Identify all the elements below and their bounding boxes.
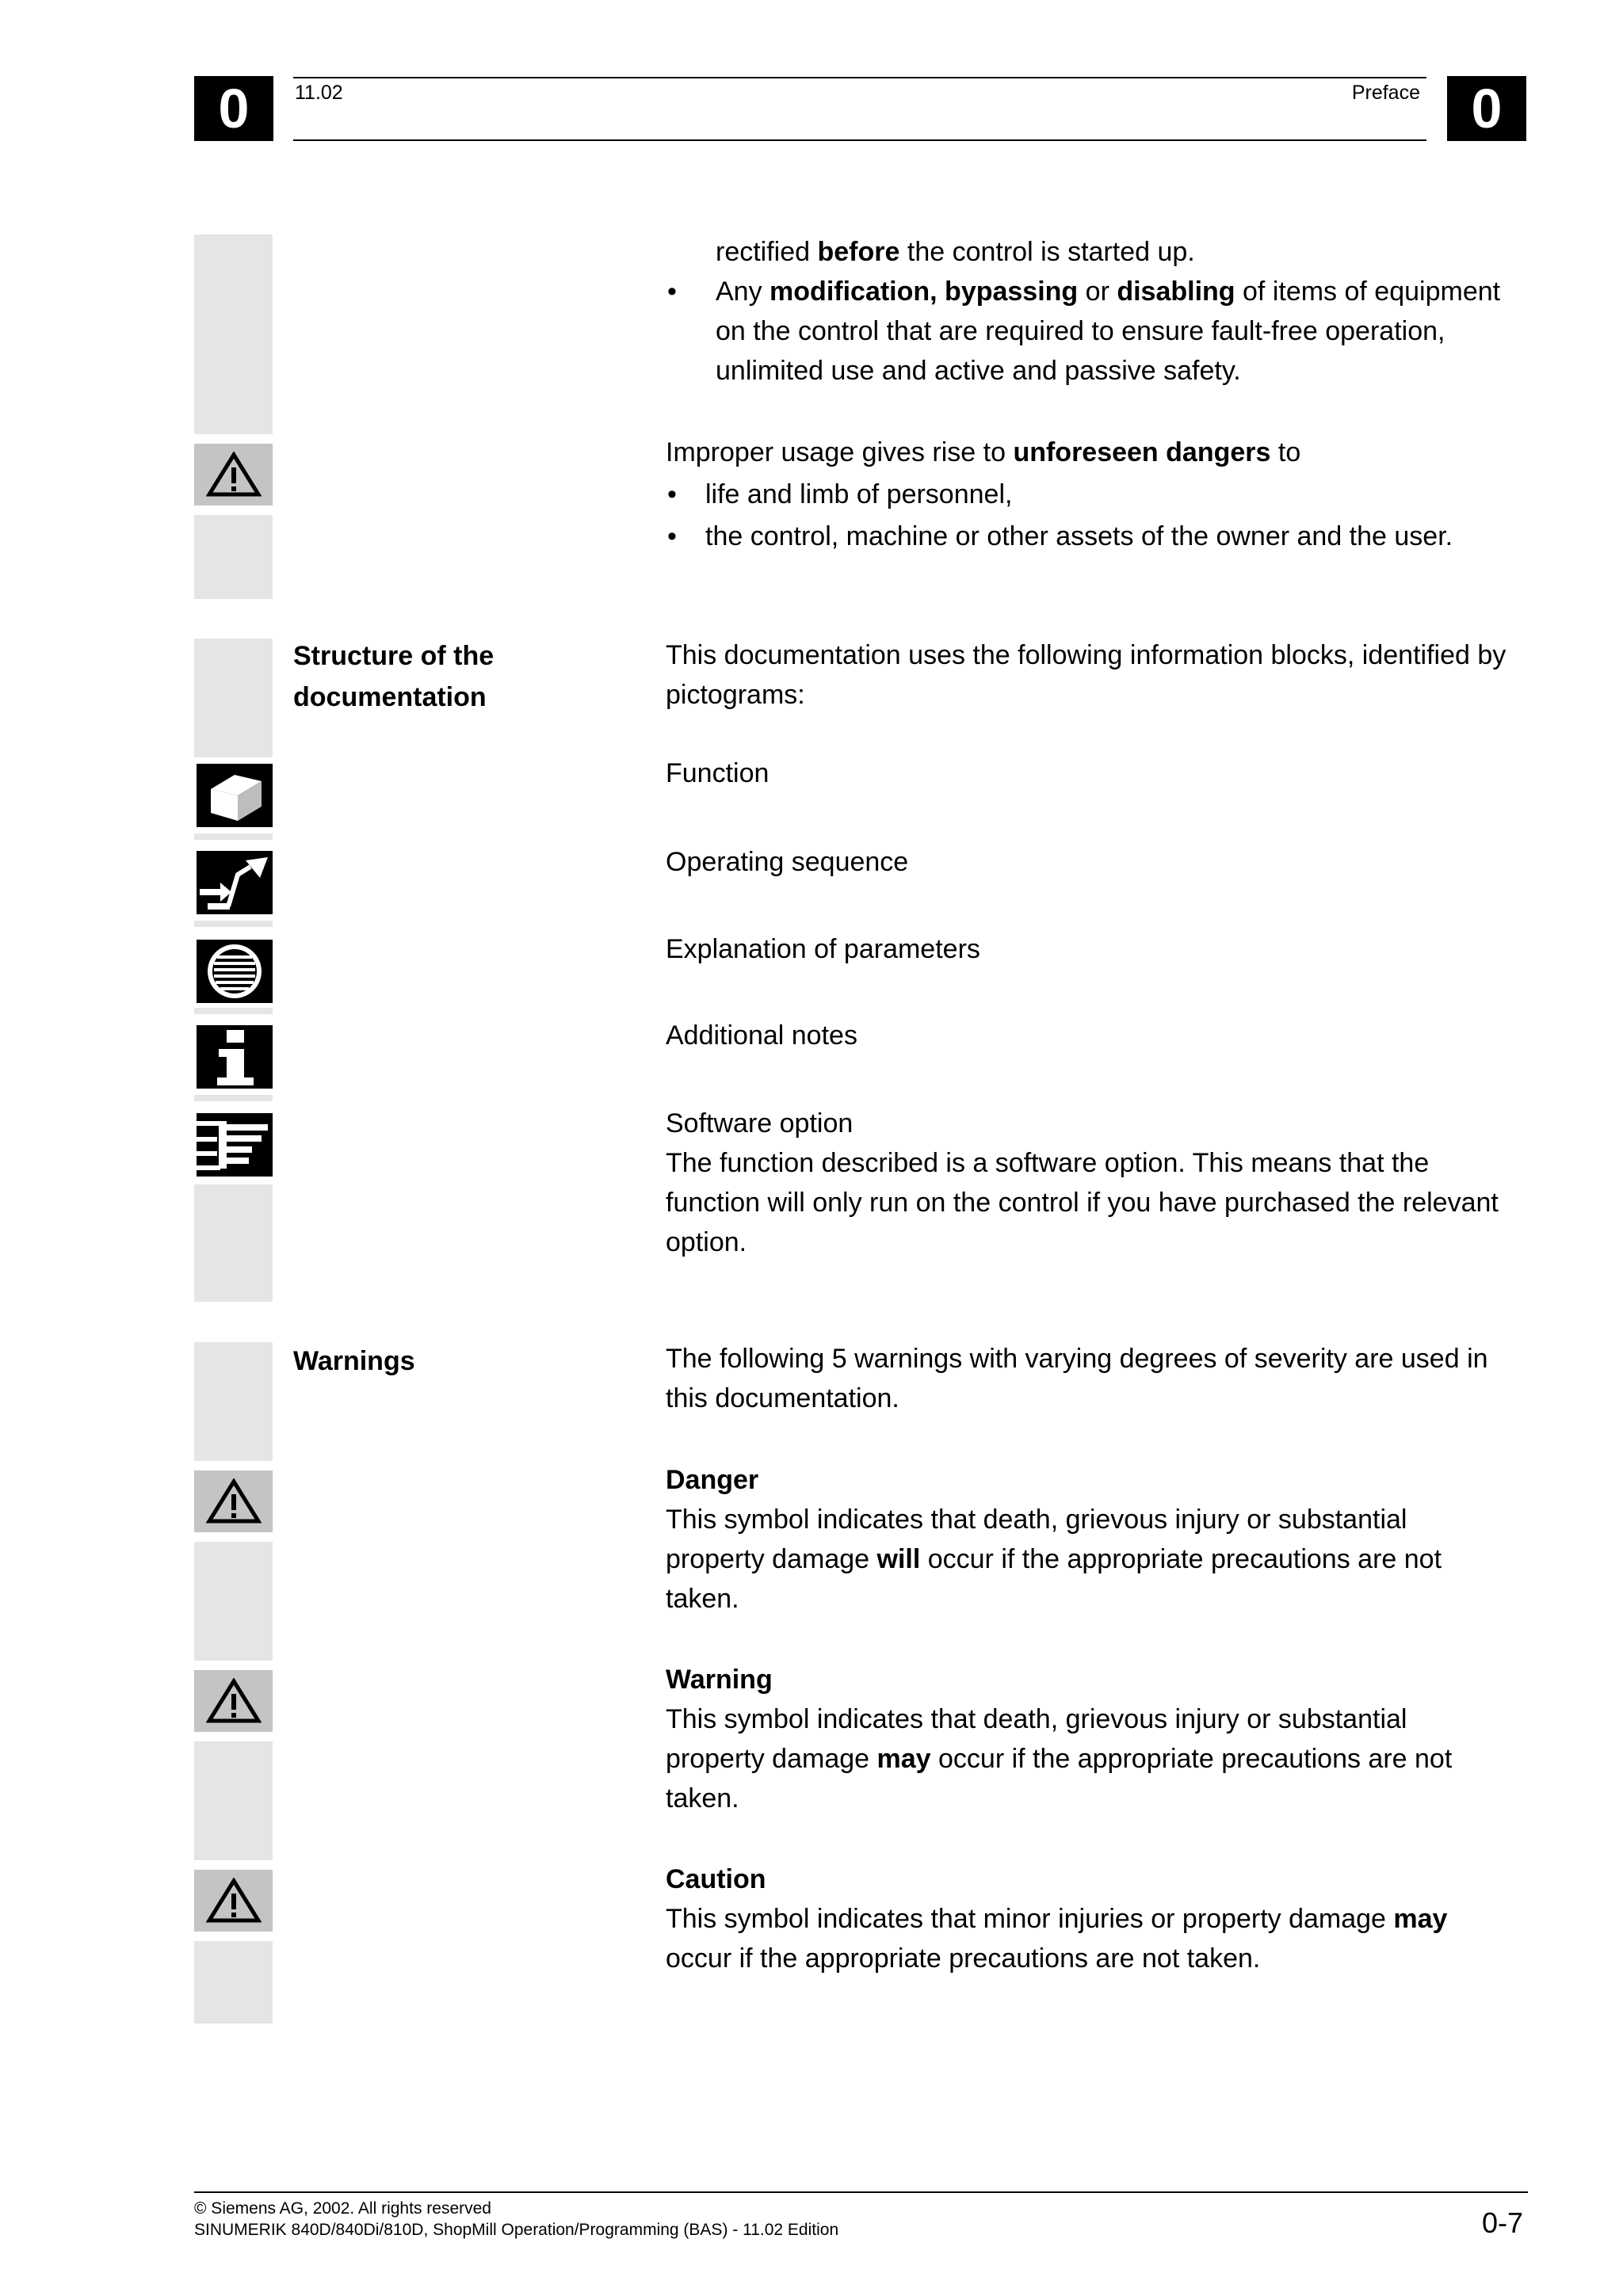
operating-sequence-icon — [197, 851, 273, 914]
warnings-heading: Warnings — [293, 1346, 415, 1376]
continuation-line: rectified before the control is started up. — [716, 237, 1195, 267]
improper-item-1: life and limb of personnel, — [705, 479, 1013, 509]
danger-line3: taken. — [666, 1584, 739, 1614]
function-cube-icon — [197, 764, 273, 827]
warning-line1: This symbol indicates that death, grievous injury or substantial — [666, 1704, 1407, 1734]
software-option-desc-line1: The function described is a software option. This means that the — [666, 1148, 1430, 1178]
block-notes-label: Additional notes — [666, 1020, 857, 1051]
danger-line2: property damage will occur if the appropriate precautions are not — [666, 1544, 1442, 1574]
caution-triangle-icon — [194, 1870, 273, 1932]
warnings-intro-line1: The following 5 warnings with varying degrees of severity are used in — [666, 1344, 1488, 1374]
header-section: Preface — [1351, 82, 1420, 104]
page-number: 0-7 — [1481, 2206, 1523, 2239]
block-parameters-label: Explanation of parameters — [666, 934, 980, 964]
margin-bar — [194, 1741, 273, 1860]
footer-copyright: © Siemens AG, 2002. All rights reserved — [194, 2199, 491, 2218]
margin-bar — [194, 235, 273, 434]
header-rule-top — [293, 77, 1426, 78]
block-function-label: Function — [666, 758, 769, 788]
warning-triangle-icon — [194, 444, 273, 505]
info-icon — [197, 1025, 273, 1089]
danger-title: Danger — [666, 1465, 759, 1495]
bullet: • — [667, 479, 677, 509]
warning-line2: property damage may occur if the appropriate precautions are not — [666, 1744, 1453, 1774]
header-edition: 11.02 — [295, 82, 343, 104]
bullet: • — [667, 521, 677, 551]
margin-bar — [194, 639, 273, 757]
block-operating-sequence-label: Operating sequence — [666, 847, 909, 877]
chapter-number-left: 0 — [194, 76, 273, 141]
header-rule-bottom — [293, 139, 1426, 141]
parameters-icon — [197, 940, 273, 1003]
software-option-hand-icon — [197, 1113, 273, 1177]
margin-divider — [194, 921, 273, 927]
modification-bullet-line1: Any modification, bypassing or disabling of items of equipment — [716, 277, 1501, 307]
structure-intro-line2: pictograms: — [666, 680, 805, 710]
structure-intro-line1: This documentation uses the following information blocks, identified by — [666, 640, 1507, 670]
caution-title: Caution — [666, 1864, 766, 1894]
warning-triangle-icon — [194, 1670, 273, 1732]
margin-bar — [194, 1184, 273, 1302]
warning-line3: taken. — [666, 1783, 739, 1814]
bullet: • — [667, 277, 677, 307]
danger-line1: This symbol indicates that death, grievous injury or substantial — [666, 1505, 1407, 1535]
improper-item-2: the control, machine or other assets of the owner and the user. — [705, 521, 1453, 551]
margin-divider — [194, 1008, 273, 1014]
block-software-option-label: Software option — [666, 1108, 854, 1138]
modification-bullet-line2: on the control that are required to ensure fault-free operation, — [716, 316, 1445, 346]
danger-triangle-icon — [194, 1470, 273, 1532]
caution-line2: occur if the appropriate precautions are not taken. — [666, 1943, 1261, 1974]
margin-divider — [194, 1095, 273, 1101]
margin-bar — [194, 515, 273, 599]
structure-heading-line2: documentation — [293, 682, 487, 712]
margin-bar — [194, 1342, 273, 1461]
margin-divider — [194, 833, 273, 840]
software-option-desc-line3: option. — [666, 1227, 747, 1257]
warnings-intro-line2: this documentation. — [666, 1383, 899, 1413]
caution-line1: This symbol indicates that minor injuries or property damage may — [666, 1904, 1448, 1934]
margin-bar — [194, 1542, 273, 1661]
footer-product: SINUMERIK 840D/840Di/810D, ShopMill Operation/Programming (BAS) - 11.02 Edition — [194, 2221, 839, 2239]
software-option-desc-line2: function will only run on the control if you have purchased the relevant — [666, 1188, 1499, 1218]
structure-heading-line1: Structure of the — [293, 641, 495, 671]
margin-bar — [194, 1941, 273, 2023]
chapter-number-right: 0 — [1447, 76, 1526, 141]
modification-bullet-line3: unlimited use and active and passive safety. — [716, 356, 1241, 386]
warning-title: Warning — [666, 1665, 773, 1695]
footer-rule — [194, 2191, 1528, 2193]
improper-usage-intro: Improper usage gives rise to unforeseen dangers to — [666, 437, 1301, 467]
